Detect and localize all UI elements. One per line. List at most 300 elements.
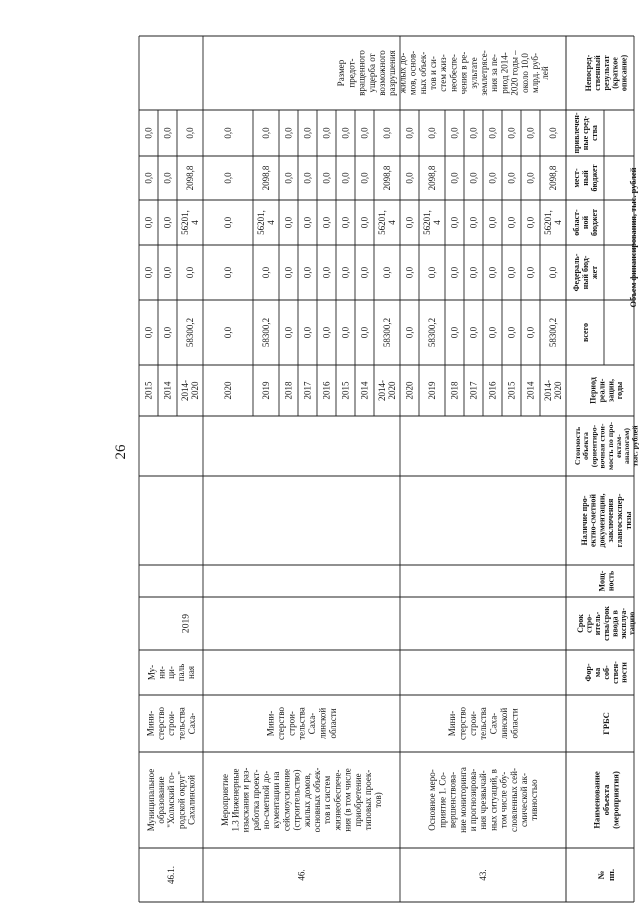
row461-local	[163, 172, 173, 184]
row43-result-line: зультате	[468, 57, 479, 89]
row43-period-line: 2020	[553, 381, 564, 400]
row43-federal	[507, 266, 517, 278]
row46-name-line: (строительство)	[291, 769, 302, 831]
row43-regional-line: 4	[553, 220, 564, 225]
row43-regional	[488, 216, 498, 228]
row46-local-line: 2098,8	[261, 165, 272, 191]
hdr-local-line: мест-	[571, 168, 581, 188]
row43-period	[427, 381, 437, 400]
row46-local	[303, 172, 313, 184]
row43-total	[405, 326, 415, 338]
row46-total-line: 58300,2	[382, 317, 393, 348]
row46-regional	[256, 210, 276, 235]
row43-local-line: 0,0	[506, 172, 517, 184]
row46-federal	[284, 266, 294, 278]
row46-attracted	[382, 127, 392, 139]
row46-period-line: 2020	[223, 381, 234, 400]
row43-regional-line: 0,0	[506, 216, 517, 229]
row43-attracted-line: 0,0	[427, 127, 438, 139]
row43-result-line: Размер	[336, 59, 347, 87]
row43-regional-line: 4	[432, 220, 443, 225]
row43-no-line: 43.	[478, 869, 489, 881]
row46-period-line: 2019	[261, 381, 272, 400]
hdr-name	[591, 771, 620, 829]
row46-name-line: жизнеобеспече-	[332, 769, 343, 831]
row43-local	[507, 172, 517, 184]
row46-name-line: типовых проек-	[362, 769, 373, 831]
row46-federal	[261, 266, 271, 278]
hdr-psd-line: заключения	[606, 498, 616, 543]
row43-attracted	[427, 127, 437, 139]
hdr-local	[572, 164, 599, 191]
row43-local	[469, 172, 479, 184]
row46-federal-line: 0,0	[359, 266, 370, 279]
row46-local	[322, 172, 332, 184]
row43-name-line: ние мониторинга	[457, 767, 468, 833]
row46-total-line: 0,0	[223, 326, 234, 339]
row46-total-line: 0,0	[359, 326, 370, 339]
row46-name-line: изыскания и раз-	[240, 767, 251, 833]
row46-period-line: 2020	[387, 381, 398, 400]
row43-result-line: риод 2014-	[499, 52, 510, 94]
row46-name-line: 1.3 Инженерные	[230, 768, 241, 832]
row46-grbs-line: стерство	[275, 706, 286, 741]
row46-regional-line: 0,0	[302, 216, 313, 229]
row43-name-line: приятие 1. Со-	[437, 772, 448, 828]
row43-result-line: вращенного	[356, 50, 367, 96]
hdr-psd-line: тизы	[623, 511, 633, 530]
row46-local	[382, 165, 392, 190]
row43-period	[469, 381, 479, 400]
row43-name	[427, 767, 539, 833]
row46-federal	[223, 266, 233, 278]
row43-result-line: млрд. руб-	[529, 53, 540, 93]
hdr-term-line: Срок	[576, 614, 585, 633]
row43-result-line: ния за пе-	[489, 54, 500, 92]
row461-name-line: "Холмский го-	[166, 772, 177, 828]
row46-total-line: 58300,2	[261, 317, 272, 348]
row46-total	[382, 318, 392, 347]
row461-total-line: 0,0	[162, 326, 173, 339]
row43-total	[450, 326, 460, 338]
row46-total-line: 0,0	[340, 326, 351, 339]
row46-regional-line: 0,0	[223, 216, 234, 229]
row43-regional	[507, 216, 517, 228]
hdr-result-line: Непосред-	[584, 54, 594, 92]
row461-no-line: 46.1.	[166, 866, 177, 884]
row43-federal	[488, 266, 498, 278]
row43-local	[450, 172, 460, 184]
hdr-result	[584, 54, 628, 91]
row46-attracted-line: 0,0	[261, 127, 272, 139]
row46-period	[303, 381, 313, 400]
row43-federal-line: 0,0	[468, 266, 479, 279]
hdr-cost-line: ектам-	[614, 434, 624, 458]
row43-period	[450, 381, 460, 400]
hdr-period-line: реали-	[597, 378, 607, 403]
row46-period-line: 2014-	[377, 380, 388, 401]
row461-form-line: ци-	[166, 666, 177, 679]
row43-result-line: возможного	[376, 50, 387, 96]
row461-local-line: 0,0	[162, 172, 173, 184]
row46-name	[220, 768, 383, 833]
hdr-attracted-line: привлечен-	[571, 112, 581, 154]
row43-local	[405, 172, 415, 184]
row46-local	[261, 165, 271, 190]
row46-attracted	[284, 127, 294, 139]
row461-name	[146, 769, 197, 831]
hdr-grbs-line: ГРБС	[601, 712, 612, 735]
row46-attracted	[341, 127, 351, 139]
row461-period-line: 2020	[190, 381, 201, 400]
hdr-regional	[572, 209, 599, 236]
row43-attracted-line: 0,0	[449, 127, 460, 139]
row43-no	[478, 869, 488, 880]
row46-period-line: 2016	[321, 381, 332, 400]
row46-attracted	[261, 127, 271, 139]
row43-local-line: 0,0	[487, 172, 498, 184]
row43-result-line: стем жиз-	[438, 54, 449, 92]
row46-federal	[360, 266, 370, 278]
row43-attracted-line: 0,0	[404, 127, 415, 139]
page-number: 26	[113, 444, 129, 460]
row461-name-line: образование	[155, 776, 166, 824]
row43-federal	[548, 266, 558, 278]
row46-local-line: 0,0	[283, 172, 294, 184]
hdr-term-line: тацию	[627, 611, 637, 636]
row461-federal	[185, 266, 195, 278]
hdr-cost-line: тыс. рублей	[630, 425, 640, 467]
row461-form-line: Му-	[146, 664, 157, 681]
row43-result	[336, 50, 550, 96]
row43-grbs-line: Саха-	[488, 712, 499, 735]
row46-attracted-line: 0,0	[382, 127, 393, 139]
hdr-no-line: №	[596, 870, 607, 880]
row461-regional	[144, 216, 154, 228]
row461-attracted-line: 0,0	[185, 127, 196, 139]
row43-result-line: лей	[540, 66, 551, 80]
row43-regional-line: 0,0	[449, 216, 460, 229]
row46-regional-line: 0,0	[283, 216, 294, 229]
row46-regional-line: 56201,	[256, 210, 267, 235]
row461-local-line: 2098,8	[185, 165, 196, 191]
table-text	[113, 50, 639, 884]
row43-regional	[469, 216, 479, 228]
hdr-psd	[580, 493, 633, 547]
row46-regional	[360, 216, 370, 228]
row46-period	[284, 381, 294, 400]
row461-period-line: 2014	[162, 381, 173, 400]
row43-grbs-line: стерство	[457, 706, 468, 741]
row43-local-line: 0,0	[449, 172, 460, 184]
hdr-name-line: Наименование	[591, 771, 602, 829]
row461-federal	[163, 266, 173, 278]
row43-period-line: 2015	[506, 381, 517, 400]
row43-period	[488, 381, 498, 400]
row43-local-line: 0,0	[404, 172, 415, 184]
row43-local	[427, 165, 437, 190]
row43-attracted	[405, 127, 415, 139]
row46-total	[223, 326, 233, 338]
row46-name-line: Мероприятие	[220, 774, 231, 826]
row461-form-line: ни-	[156, 666, 167, 679]
row43-attracted	[548, 127, 558, 139]
row46-total	[261, 318, 271, 347]
row46-name-line: но-сметной до-	[260, 770, 271, 830]
row43-local-line: 0,0	[525, 172, 536, 184]
row46-attracted	[303, 127, 313, 139]
row461-period-line: 2015	[143, 381, 154, 400]
row461-attracted	[144, 127, 154, 139]
row46-regional	[377, 210, 397, 235]
row43-name-line: и прогнозирова-	[467, 768, 478, 832]
hdr-federal	[572, 253, 599, 291]
row46-local	[341, 172, 351, 184]
row46-federal-line: 0,0	[321, 266, 332, 279]
row461-grbs-line: строи-	[166, 711, 177, 736]
row46-period	[322, 381, 332, 400]
row43-total	[507, 326, 517, 338]
row43-regional-line: 0,0	[468, 216, 479, 229]
row461-no	[166, 866, 176, 884]
row46-regional-line: 0,0	[340, 216, 351, 229]
row461-form-line: ная	[185, 666, 196, 679]
row43-federal	[427, 266, 437, 278]
row43-total-line: 0,0	[525, 326, 536, 339]
row46-period	[377, 380, 397, 401]
row461-period	[180, 380, 200, 401]
row461-attracted	[163, 127, 173, 139]
row46-period-line: 2018	[283, 381, 294, 400]
row46-name-line: ния (в том числе	[342, 768, 353, 832]
hdr-form-line: Фор-	[583, 663, 593, 682]
row46-federal	[322, 266, 332, 278]
row43-total	[488, 326, 498, 338]
hdr-regional-line: бюджет	[589, 209, 599, 236]
row43-federal-line: 0,0	[548, 266, 559, 279]
hdr-form-line: соб-	[601, 665, 611, 680]
row43-attracted	[507, 127, 517, 139]
hdr-regional-line: ной	[580, 215, 590, 230]
row43-regional	[543, 210, 563, 235]
row46-federal-line: 0,0	[340, 266, 351, 279]
hdr-period-line: годы	[615, 381, 625, 400]
row43-regional-line: 0,0	[404, 216, 415, 229]
row43-local-line: 0,0	[468, 172, 479, 184]
row46-federal	[303, 266, 313, 278]
row43-attracted-line: 0,0	[548, 127, 559, 139]
row46-no-line: 46.	[296, 869, 307, 881]
row46-federal-line: 0,0	[302, 266, 313, 279]
hdr-local-line: бюджет	[589, 164, 599, 192]
hdr-result-line: (краткое	[610, 57, 620, 89]
row461-grbs-line: Мини-	[145, 710, 156, 737]
row46-federal-line: 0,0	[223, 266, 234, 279]
hdr-capacity-line: Мощ-	[597, 570, 607, 592]
row46-attracted-line: 0,0	[359, 127, 370, 139]
row43-name-line: тивностью	[529, 779, 540, 821]
row43-result-line: разрушения	[387, 50, 398, 96]
row43-total	[548, 318, 558, 347]
row43-result-line: ущерба от	[366, 53, 377, 93]
hdr-capacity-line: ность	[606, 570, 616, 592]
row46-attracted-line: 0,0	[340, 127, 351, 139]
hdr-result-line: ственный	[593, 55, 602, 91]
row43-regional	[405, 216, 415, 228]
row43-local	[488, 172, 498, 184]
row46-local-line: 0,0	[321, 172, 332, 184]
hdr-period-line: зации,	[606, 378, 616, 403]
row43-grbs-line: области	[509, 708, 520, 739]
row43-name-line: Основное меро-	[427, 769, 438, 831]
hdr-period	[588, 377, 624, 404]
hdr-grbs	[601, 712, 611, 735]
hdr-name-line: (мероприятия)	[610, 771, 621, 829]
row46-regional-line: 0,0	[321, 216, 332, 229]
row43-period	[543, 380, 563, 401]
row46-attracted	[360, 127, 370, 139]
row43-result-line: необеспе-	[448, 54, 459, 92]
row46-local-line: 2098,8	[382, 165, 393, 191]
hdr-federal-line: ный бюд-	[580, 255, 590, 290]
hdr-term-line: итель-	[593, 611, 603, 636]
hdr-cost-line: объекта	[581, 432, 591, 460]
row43-grbs	[447, 706, 519, 740]
row46-regional-line: 4	[266, 220, 277, 225]
row43-period-line: 2019	[427, 381, 438, 400]
row43-period-line: 2020	[404, 381, 415, 400]
row43-result-line: жилых до-	[397, 52, 408, 94]
row461-period	[144, 381, 154, 400]
row46-name-line: сейсмоусиление	[281, 768, 292, 832]
hdr-cost-line: вочная стои-	[597, 423, 607, 469]
row43-name-line: вершенствова-	[447, 771, 458, 829]
row43-total-line: 58300,2	[548, 317, 559, 348]
hdr-cost	[573, 422, 639, 471]
row43-total	[526, 326, 536, 338]
row43-attracted	[488, 127, 498, 139]
row43-federal	[469, 266, 479, 278]
row43-federal-line: 0,0	[525, 266, 536, 279]
row43-regional-line: 0,0	[487, 216, 498, 229]
row461-total	[144, 326, 154, 338]
row43-attracted	[450, 127, 460, 139]
row46-grbs	[265, 706, 337, 740]
hdr-total	[581, 323, 590, 342]
row43-period-line: 2014	[525, 381, 536, 400]
row46-grbs-line: строи-	[286, 711, 297, 736]
hdr-form-line: ности	[619, 662, 629, 683]
row46-regional-line: 0,0	[359, 216, 370, 229]
row43-period	[526, 381, 536, 400]
row46-regional	[223, 216, 233, 228]
row43-local-line: 2098,8	[427, 165, 438, 191]
row43-result-line: предот-	[346, 58, 357, 88]
row46-regional	[303, 216, 313, 228]
row46-federal-line: 0,0	[283, 266, 294, 279]
row46-total	[341, 326, 351, 338]
row46-local	[360, 172, 370, 184]
row461-name-line: родской округ"	[176, 771, 187, 829]
hdr-no-line: пп.	[605, 868, 616, 882]
row461-term	[180, 614, 191, 633]
row46-grbs-line: тельства	[296, 707, 307, 740]
row461-grbs	[145, 706, 197, 740]
hdr-attracted-line: ства	[589, 125, 599, 141]
row43-name-line: ных ситуаций, в	[488, 769, 499, 831]
row43-local	[526, 172, 536, 184]
row46-name-line: тов и систем	[322, 775, 333, 825]
row46-federal	[382, 266, 392, 278]
row43-federal	[526, 266, 536, 278]
hdr-regional-line: област-	[571, 209, 581, 236]
row43-local-line: 2098,8	[548, 165, 559, 191]
row43-period-line: 2016	[487, 381, 498, 400]
row43-period	[405, 381, 415, 400]
row46-grbs-line: области	[327, 708, 338, 739]
row461-total	[185, 318, 195, 347]
row43-total	[469, 326, 479, 338]
row43-attracted-line: 0,0	[525, 127, 536, 139]
row46-local-line: 0,0	[340, 172, 351, 184]
hdr-result-line: результат	[601, 55, 611, 91]
row43-period-line: 2018	[449, 381, 460, 400]
row461-local-line: 0,0	[143, 172, 154, 184]
row43-attracted-line: 0,0	[468, 127, 479, 139]
row461-name-line: Муниципальное	[145, 768, 156, 832]
row46-total-line: 0,0	[302, 326, 313, 339]
row43-result-line: ных объек-	[417, 51, 428, 95]
row461-grbs-line: Саха-	[186, 712, 197, 735]
hdr-cost-line: (ориентиро-	[589, 424, 599, 468]
hdr-cost-line: Стоимость	[573, 426, 583, 466]
row43-attracted-line: 0,0	[487, 127, 498, 139]
row461-regional-line: 0,0	[162, 216, 173, 229]
row46-total	[360, 326, 370, 338]
row46-period	[360, 381, 370, 400]
hdr-local-line: ный	[580, 170, 590, 186]
row461-regional-line: 56201,	[180, 210, 191, 235]
row46-period	[261, 381, 271, 400]
row43-total-line: 0,0	[449, 326, 460, 339]
row46-name-line: работка проект-	[250, 769, 261, 831]
row461-federal	[144, 266, 154, 278]
row461-total-line: 58300,2	[185, 317, 196, 348]
row43-total-line: 0,0	[468, 326, 479, 339]
row461-total-line: 0,0	[143, 326, 154, 339]
row43-name-line: смической ак-	[518, 772, 529, 828]
hdr-term-line: стро-	[584, 614, 594, 633]
row461-form-line: паль	[175, 663, 186, 682]
row46-attracted	[223, 127, 233, 139]
hdr-form-line: ствен-	[610, 661, 620, 684]
hdr-term-line: ства/срок	[601, 606, 611, 641]
row46-attracted-line: 0,0	[302, 127, 313, 139]
row43-federal	[450, 266, 460, 278]
row43-regional	[450, 216, 460, 228]
row43-grbs-line: строи-	[467, 711, 478, 736]
row46-attracted	[322, 127, 332, 139]
hdr-psd-line: ектно-сметной	[588, 493, 598, 548]
row43-grbs-line: тельства	[478, 707, 489, 740]
row46-total	[284, 326, 294, 338]
row461-attracted	[185, 127, 195, 139]
row461-form	[147, 664, 196, 682]
hdr-total-line: всего	[580, 322, 590, 343]
row43-total-line: 0,0	[404, 326, 415, 339]
row46-total	[322, 326, 332, 338]
row46-attracted-line: 0,0	[321, 127, 332, 139]
